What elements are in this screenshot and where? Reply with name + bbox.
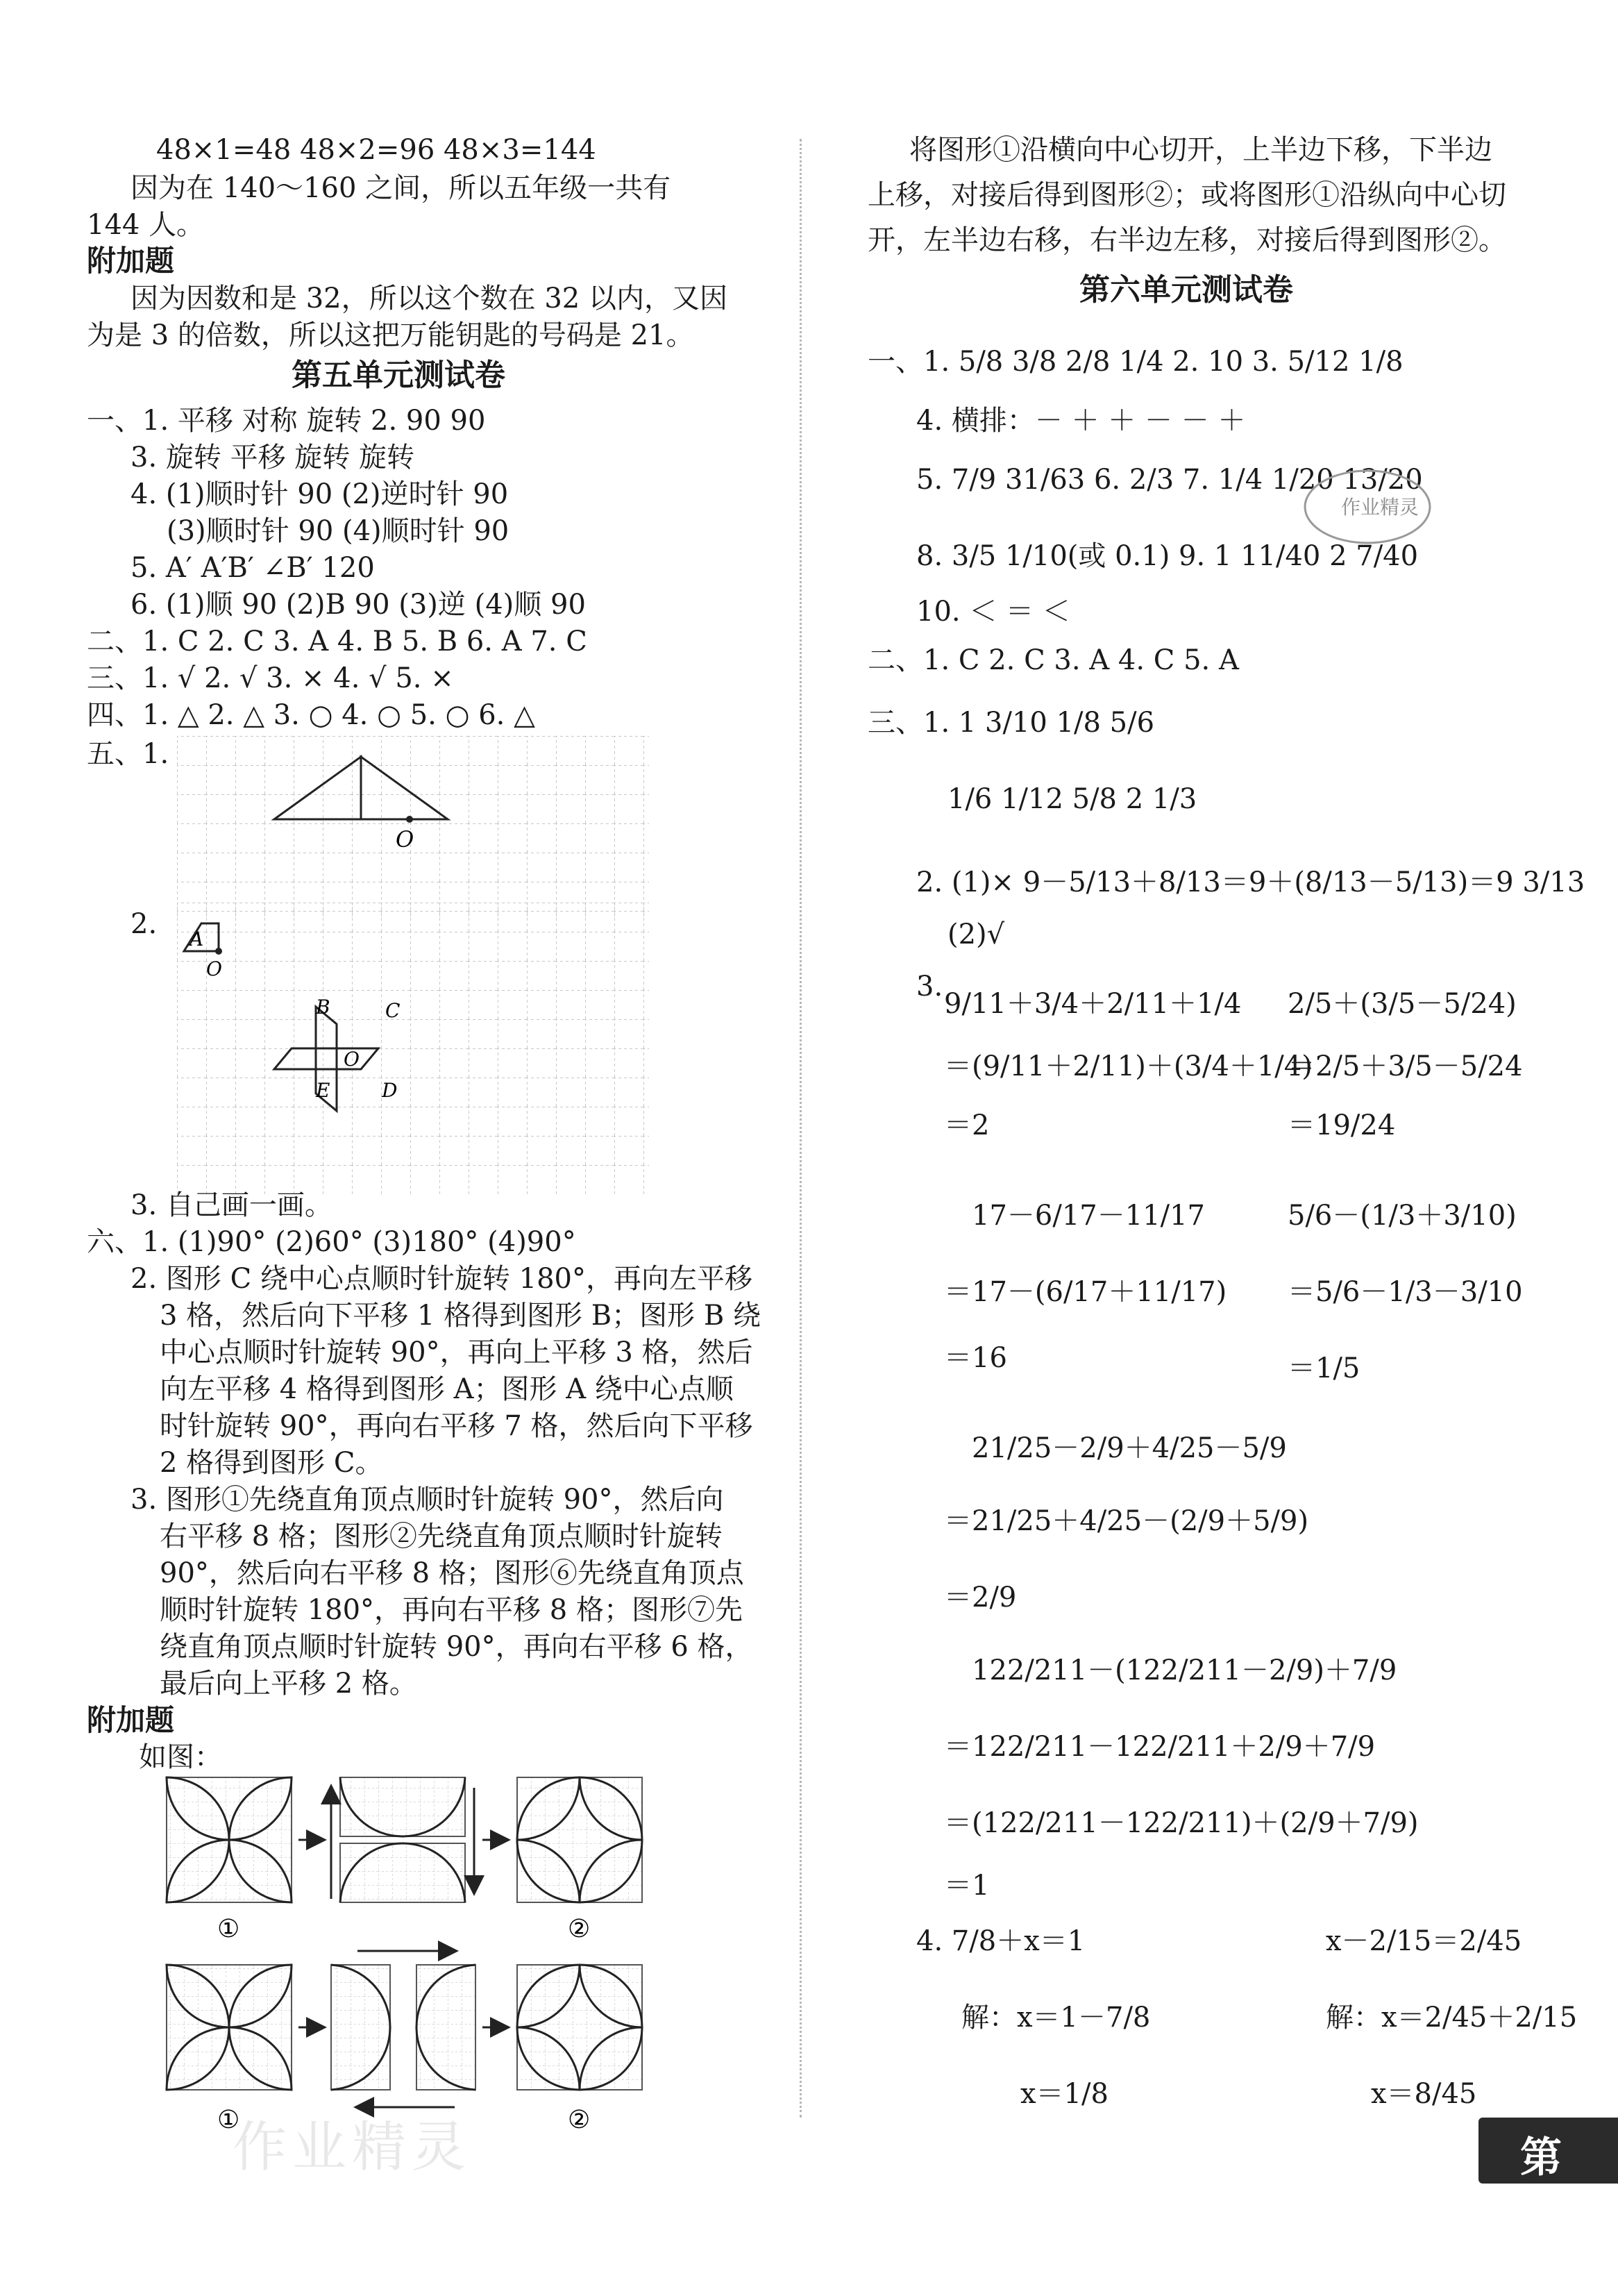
answer-line: 一、1. 5/8 3/8 2/8 1/4 2. 10 3. 5/12 1/8 <box>868 346 1404 378</box>
shape-c-label: C <box>385 999 401 1022</box>
calc-line: ＝(9/11＋2/11)＋(3/4＋1/4) <box>944 1050 1313 1082</box>
point-o-label: O <box>206 957 222 980</box>
unit6-title: 第六单元测试卷 <box>1079 272 1293 308</box>
answer-line: 5. 7/9 31/63 6. 2/3 7. 1/4 1/20 13/20 <box>916 464 1423 496</box>
calc-line: ＝2/9 <box>944 1582 1017 1614</box>
answer-line: 向左平移 4 格得到图形 A；图形 A 绕中心点顺 <box>160 1373 734 1405</box>
answer-line: 顺时针旋转 180°，再向右平移 8 格；图形⑦先 <box>160 1594 743 1626</box>
text-line: 因为在 140～160 之间，所以五年级一共有 <box>130 172 671 204</box>
figure-1-label: ① <box>217 1915 240 1943</box>
calc-line: ＝(122/211－122/211)＋(2/9＋7/9) <box>944 1807 1419 1839</box>
shape-b-label: B <box>316 996 330 1019</box>
shape-e-label: E <box>316 1079 330 1102</box>
answer-line: 3. 图形①先绕直角顶点顺时针旋转 90°，然后向 <box>130 1484 724 1516</box>
answer-line: 4. 横排：－ ＋ ＋ － － ＋ <box>916 405 1246 437</box>
answer-line: 绕直角顶点顺时针旋转 90°，再向右平移 6 格， <box>160 1631 753 1663</box>
figure-2-label: ② <box>568 2106 591 2134</box>
answer-line: 2. (1)× 9－5/13＋8/13＝9＋(8/13－5/13)＝9 3/13 <box>916 866 1585 898</box>
answer-line: 5. A′ A′B′ ∠B′ 120 <box>130 552 375 584</box>
text-line: 为是 3 的倍数，所以这把万能钥匙的号码是 21。 <box>87 319 694 351</box>
text-line: 如图： <box>139 1741 222 1773</box>
page-number-tab <box>1478 2118 1618 2233</box>
calc-line: ＝1 <box>944 1870 990 1902</box>
answer-line: 二、1. C 2. C 3. A 4. C 5. A <box>868 644 1239 676</box>
answer-line: 三、1. √ 2. √ 3. × 4. √ 5. × <box>87 662 454 694</box>
answer-line: 3. 自己画一画。 <box>130 1189 332 1221</box>
calc-line: 5/6－(1/3＋3/10) <box>1288 1200 1517 1232</box>
calc-line: ＝17－(6/17＋11/17) <box>944 1276 1227 1308</box>
answer-line: (3)顺时针 90 (4)顺时针 90 <box>167 515 509 547</box>
answer-line: 右平移 8 格；图形②先绕直角顶点顺时针旋转 <box>160 1520 723 1552</box>
calc-line: 9/11＋3/4＋2/11＋1/4 <box>944 988 1242 1020</box>
answer-line: 一、1. 平移 对称 旋转 2. 90 90 <box>87 405 486 437</box>
answer-line: 2. <box>130 908 158 940</box>
text-line: 将图形①沿横向中心切开，上半边下移，下半边 <box>909 134 1492 166</box>
column-divider <box>800 139 802 2118</box>
text-line: 开，左半边右移，右半边左移，对接后得到图形②。 <box>868 224 1506 256</box>
calc-line: ＝16 <box>944 1342 1007 1374</box>
calc-line: 2/5＋(3/5－5/24) <box>1288 988 1517 1020</box>
equation-line: x－2/15＝2/45 <box>1326 1925 1522 1957</box>
center-o-label: O <box>344 1048 360 1071</box>
answer-line: 3. 旋转 平移 旋转 旋转 <box>130 442 415 474</box>
answer-line: 最后向上平移 2 格。 <box>160 1668 417 1700</box>
figure-2-label: ② <box>568 1915 591 1943</box>
equation-line: 解：x＝2/45＋2/15 <box>1326 2002 1578 2034</box>
answer-line: 六、1. (1)90° (2)60° (3)180° (4)90° <box>87 1226 576 1258</box>
text-line: 上移，对接后得到图形②；或将图形①沿纵向中心切 <box>868 179 1506 211</box>
answer-line: 2. 图形 C 绕中心点顺时针旋转 180°，再向左平移 <box>130 1263 752 1295</box>
text-line: 因为因数和是 32，所以这个数在 32 以内，又因 <box>130 283 727 315</box>
answer-line: 4. (1)顺时针 90 (2)逆时针 90 <box>130 478 509 510</box>
bonus-heading: 附加题 <box>87 244 175 278</box>
equation-line: x＝1/8 <box>1020 2078 1109 2110</box>
answer-line: 90°，然后向右平移 8 格；图形⑥先绕直角顶点 <box>160 1557 744 1589</box>
shape-a-label: A <box>189 928 204 950</box>
calc-line: 17－6/17－11/17 <box>972 1200 1205 1232</box>
answer-line: 2 格得到图形 C。 <box>160 1447 383 1479</box>
stamp-text: 作业精灵 <box>1341 496 1419 519</box>
answer-line: 中心点顺时针旋转 90°，再向上平移 3 格，然后 <box>160 1336 753 1368</box>
figure-1-label: ① <box>217 2106 240 2134</box>
stamp-logo <box>1298 465 1437 548</box>
answer-line: 四、1. △ 2. △ 3. ○ 4. ○ 5. ○ 6. △ <box>87 699 535 731</box>
calc-line: 122/211－(122/211－2/9)＋7/9 <box>972 1654 1397 1686</box>
answer-line: 10. ＜ ＝ ＜ <box>916 596 1070 628</box>
windmill-figure <box>177 903 649 1194</box>
answer-line: 五、1. <box>87 738 169 770</box>
shape-d-label: D <box>382 1079 398 1102</box>
answer-line: 三、1. 1 3/10 1/8 5/6 <box>868 707 1155 739</box>
calc-line: ＝2/5＋3/5－5/24 <box>1288 1050 1523 1082</box>
answer-line: 二、1. C 2. C 3. A 4. B 5. B 6. A 7. C <box>87 626 587 657</box>
unit5-title: 第五单元测试卷 <box>292 358 505 393</box>
calc-line: 21/25－2/9＋4/25－5/9 <box>972 1432 1287 1464</box>
answer-line: 时针旋转 90°，再向右平移 7 格，然后向下平移 <box>160 1410 753 1442</box>
equation-line: 4. 7/8＋x＝1 <box>916 1925 1086 1957</box>
rotation-triangle-figure <box>177 736 649 916</box>
watermark: 作业精灵 <box>233 2116 472 2179</box>
text-line: 48×1=48 48×2=96 48×3=144 <box>156 134 596 166</box>
answer-line: 8. 3/5 1/10(或 0.1) 9. 1 11/40 2 7/40 <box>916 540 1419 572</box>
point-o-label: O <box>396 826 414 853</box>
answer-line: (2)√ <box>947 919 1005 950</box>
item-number: 3. <box>916 971 943 1003</box>
answer-line: 1/6 1/12 5/8 2 1/3 <box>947 783 1197 815</box>
answer-line: 6. (1)顺 90 (2)B 90 (3)逆 (4)顺 90 <box>130 589 586 621</box>
bonus-heading: 附加题 <box>87 1703 175 1737</box>
calc-line: ＝5/6－1/3－3/10 <box>1288 1276 1523 1308</box>
calc-line: ＝2 <box>944 1109 990 1141</box>
text-line: 144 人。 <box>87 209 205 241</box>
answer-line: 3 格，然后向下平移 1 格得到图形 B；图形 B 绕 <box>160 1300 761 1332</box>
page-number: 第50 <box>1520 2134 1578 2233</box>
calc-line: ＝21/25＋4/25－(2/9＋5/9) <box>944 1505 1309 1537</box>
equation-line: 解：x＝1－7/8 <box>961 2002 1151 2034</box>
calc-line: ＝122/211－122/211＋2/9＋7/9 <box>944 1731 1376 1763</box>
calc-line: ＝19/24 <box>1288 1109 1396 1141</box>
equation-line: x＝8/45 <box>1371 2078 1477 2110</box>
calc-line: ＝1/5 <box>1288 1352 1360 1384</box>
